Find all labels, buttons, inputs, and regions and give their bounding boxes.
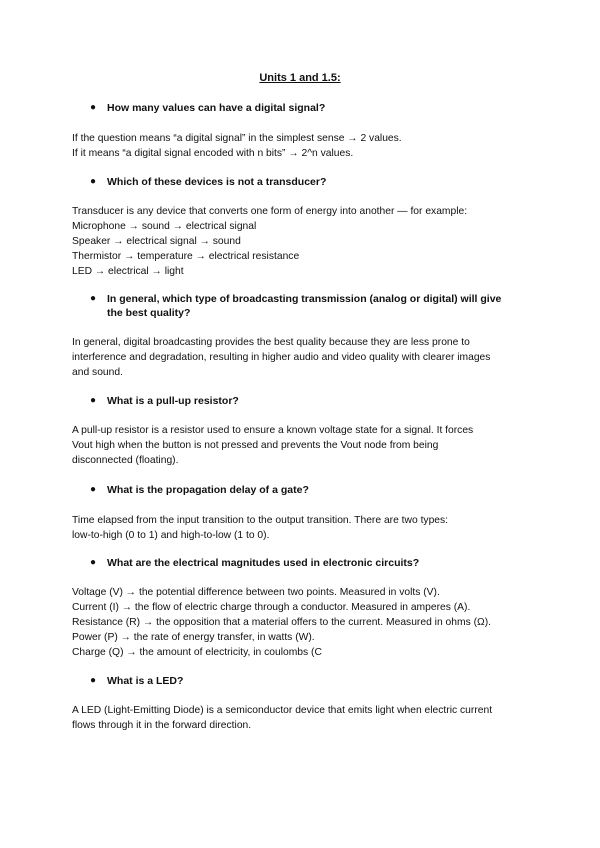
answer-line: disconnected (floating). bbox=[72, 455, 179, 466]
answer-1 bbox=[72, 131, 542, 161]
answer-line: Microphone → sound → electrical signal bbox=[72, 221, 257, 232]
answer-line: In general, digital broadcasting provides the best quality because they are less prone to bbox=[72, 337, 470, 348]
bullet-icon: ● bbox=[90, 395, 97, 406]
answer-line: Voltage (V) → the potential difference between two points. Measured in volts (V). bbox=[72, 587, 440, 598]
answer-line: Time elapsed from the input transition to the output transition. There are two types: bbox=[72, 515, 449, 526]
question-2: Which of these devices is not a transducer? bbox=[107, 176, 327, 188]
question-4: What is a pull-up resistor? bbox=[107, 395, 239, 407]
answer-6 bbox=[72, 585, 542, 660]
answer-7 bbox=[72, 703, 542, 733]
bullet-icon: ● bbox=[90, 102, 97, 113]
answer-line: low-to-high (0 to 1) and high-to-low (1 to 0). bbox=[72, 530, 270, 541]
answer-4 bbox=[72, 423, 542, 468]
page-title: Units 1 and 1.5: bbox=[259, 72, 341, 84]
answer-5 bbox=[72, 513, 542, 543]
question-line: the best quality? bbox=[107, 307, 191, 319]
question-6: What are the electrical magnitudes used in electronic circuits? bbox=[107, 557, 420, 569]
answer-line: Charge (Q) → the amount of electricity, in coulombs (C bbox=[72, 647, 322, 658]
question-7: What is a LED? bbox=[107, 675, 184, 687]
answer-line: Current (I) → the flow of electric charge through a conductor. Measured in amperes (A). bbox=[72, 602, 471, 613]
bullet-icon: ● bbox=[90, 293, 97, 304]
answer-line: LED → electrical → light bbox=[72, 266, 184, 277]
bullet-icon: ● bbox=[90, 176, 97, 187]
answer-line: A LED (Light-Emitting Diode) is a semiconductor device that emits light when electric current bbox=[72, 705, 493, 716]
answer-line: Power (P) → the rate of energy transfer, in watts (W). bbox=[72, 632, 315, 643]
answer-line: Vout high when the button is not pressed and prevents the Vout node from being bbox=[72, 440, 439, 451]
bullet-icon: ● bbox=[90, 557, 97, 568]
question-line: In general, which type of broadcasting transmission (analog or digital) will give bbox=[107, 293, 502, 305]
answer-line: Speaker → electrical signal → sound bbox=[72, 236, 241, 247]
answer-line: If the question means “a digital signal” in the simplest sense → 2 values. bbox=[72, 133, 402, 144]
answer-2 bbox=[72, 204, 542, 279]
answer-line: Thermistor → temperature → electrical resistance bbox=[72, 251, 300, 262]
bullet-icon: ● bbox=[90, 675, 97, 686]
answer-line: interference and degradation, resulting in higher audio and video quality with clearer images bbox=[72, 352, 491, 363]
question-5: What is the propagation delay of a gate? bbox=[107, 484, 309, 496]
answer-line: Transducer is any device that converts one form of energy into another — for example: bbox=[72, 206, 468, 217]
answer-line: and sound. bbox=[72, 367, 123, 378]
answer-line: flows through it in the forward direction. bbox=[72, 720, 252, 731]
answer-line: Resistance (R) → the opposition that a material offers to the current. Measured in ohms (Ω). bbox=[72, 617, 491, 628]
answer-line: A pull-up resistor is a resistor used to ensure a known voltage state for a signal. It forces bbox=[72, 425, 474, 436]
answer-line: If it means “a digital signal encoded with n bits” → 2^n values. bbox=[72, 148, 354, 159]
bullet-icon: ● bbox=[90, 484, 97, 495]
question-3 bbox=[107, 292, 547, 320]
answer-3 bbox=[72, 335, 542, 380]
question-1: How many values can have a digital signal? bbox=[107, 102, 326, 114]
